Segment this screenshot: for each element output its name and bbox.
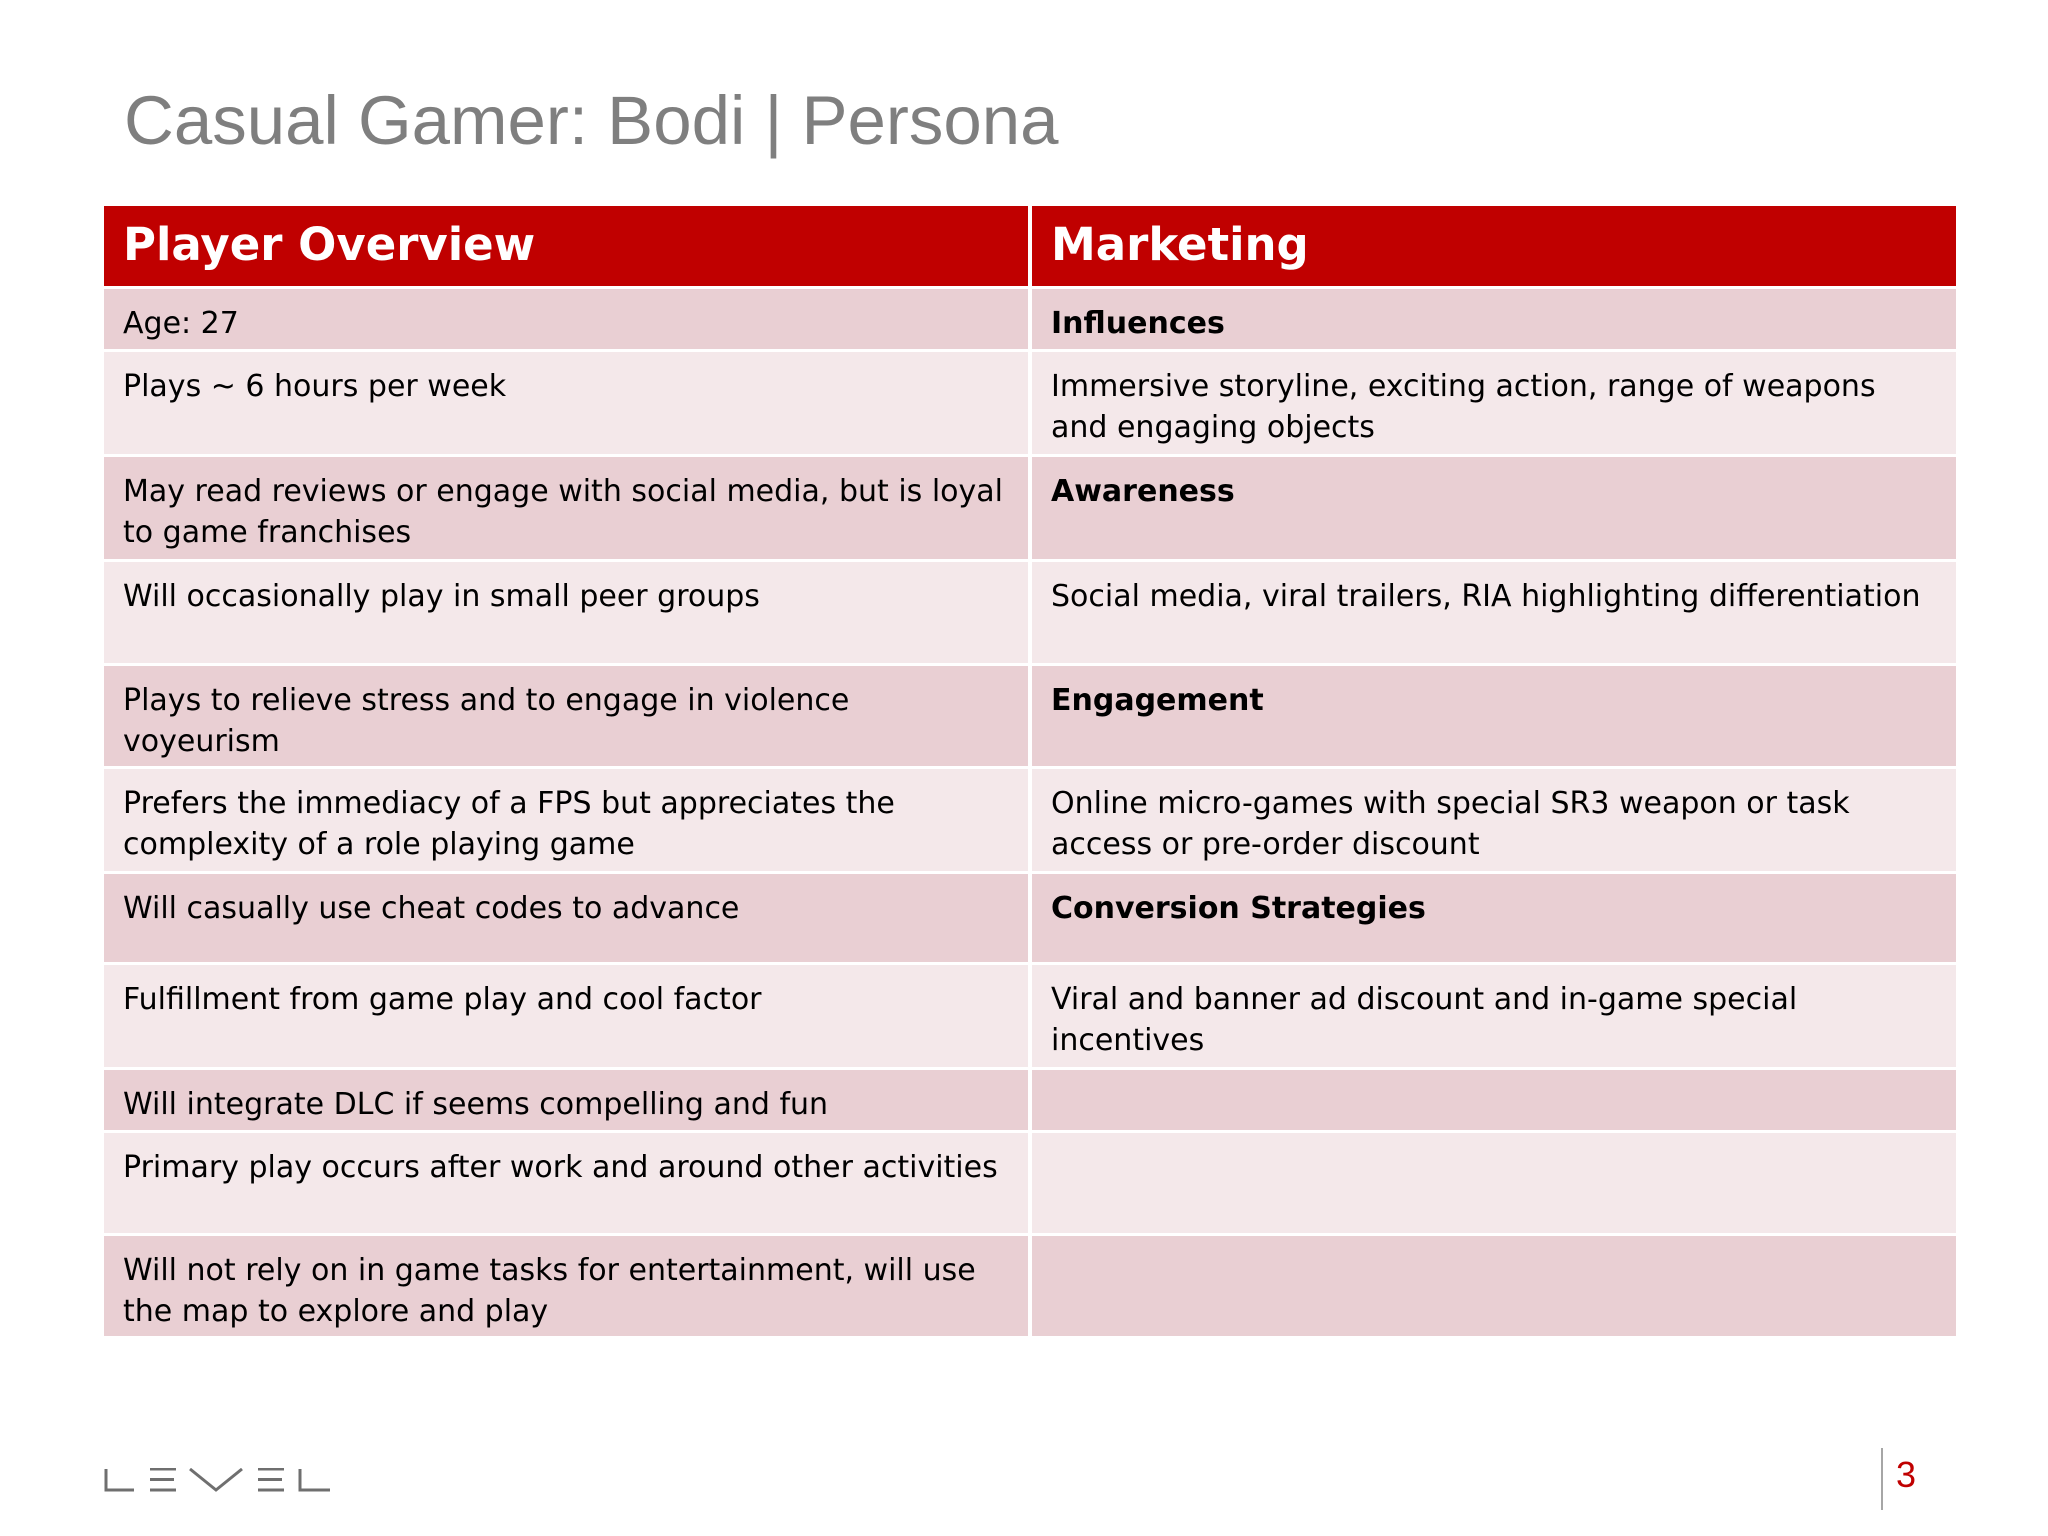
- table-cell-right: Awareness: [1032, 457, 1956, 559]
- table-cell-right: [1032, 1070, 1956, 1130]
- page-number: 3: [1896, 1454, 1917, 1495]
- level-logo-icon: [104, 1468, 332, 1492]
- table-cell-left: Will not rely on in game tasks for entertainment, will use the map to explore and play: [104, 1236, 1028, 1336]
- table-cell-left: Fulfillment from game play and cool factor: [104, 965, 1028, 1067]
- table-cell-left: Plays to relieve stress and to engage in violence voyeurism: [104, 666, 1028, 766]
- table-cell-left: Will occasionally play in small peer groups: [104, 562, 1028, 663]
- page-number-divider: [1881, 1448, 1883, 1510]
- table-cell-right: Online micro-games with special SR3 weapon or task access or pre-order discount: [1032, 769, 1956, 871]
- slide-title: Casual Gamer: Bodi | Persona: [124, 82, 1059, 159]
- table-cell-left: Will integrate DLC if seems compelling and fun: [104, 1070, 1028, 1130]
- table-cell-left: Plays ~ 6 hours per week: [104, 352, 1028, 454]
- table-cell-right: Social media, viral trailers, RIA highlighting differentiation: [1032, 562, 1956, 663]
- table-cell-left: Will casually use cheat codes to advance: [104, 874, 1028, 962]
- header-marketing: Marketing: [1032, 206, 1956, 286]
- table-cell-left: Age: 27: [104, 289, 1028, 349]
- table-cell-right: [1032, 1133, 1956, 1233]
- table-cell-right: Conversion Strategies: [1032, 874, 1956, 962]
- table-cell-right: Immersive storyline, exciting action, range of weapons and engaging objects: [1032, 352, 1956, 454]
- table-cell-right: Engagement: [1032, 666, 1956, 766]
- table-cell-right: Influences: [1032, 289, 1956, 349]
- persona-table: [104, 206, 1956, 1336]
- table-cell-right: [1032, 1236, 1956, 1336]
- table-cell-left: Primary play occurs after work and around other activities: [104, 1133, 1028, 1233]
- table-cell-right: Viral and banner ad discount and in-game special incentives: [1032, 965, 1956, 1067]
- table-cell-left: Prefers the immediacy of a FPS but appreciates the complexity of a role playing game: [104, 769, 1028, 871]
- header-player-overview: Player Overview: [104, 206, 1028, 286]
- table-cell-left: May read reviews or engage with social media, but is loyal to game franchises: [104, 457, 1028, 559]
